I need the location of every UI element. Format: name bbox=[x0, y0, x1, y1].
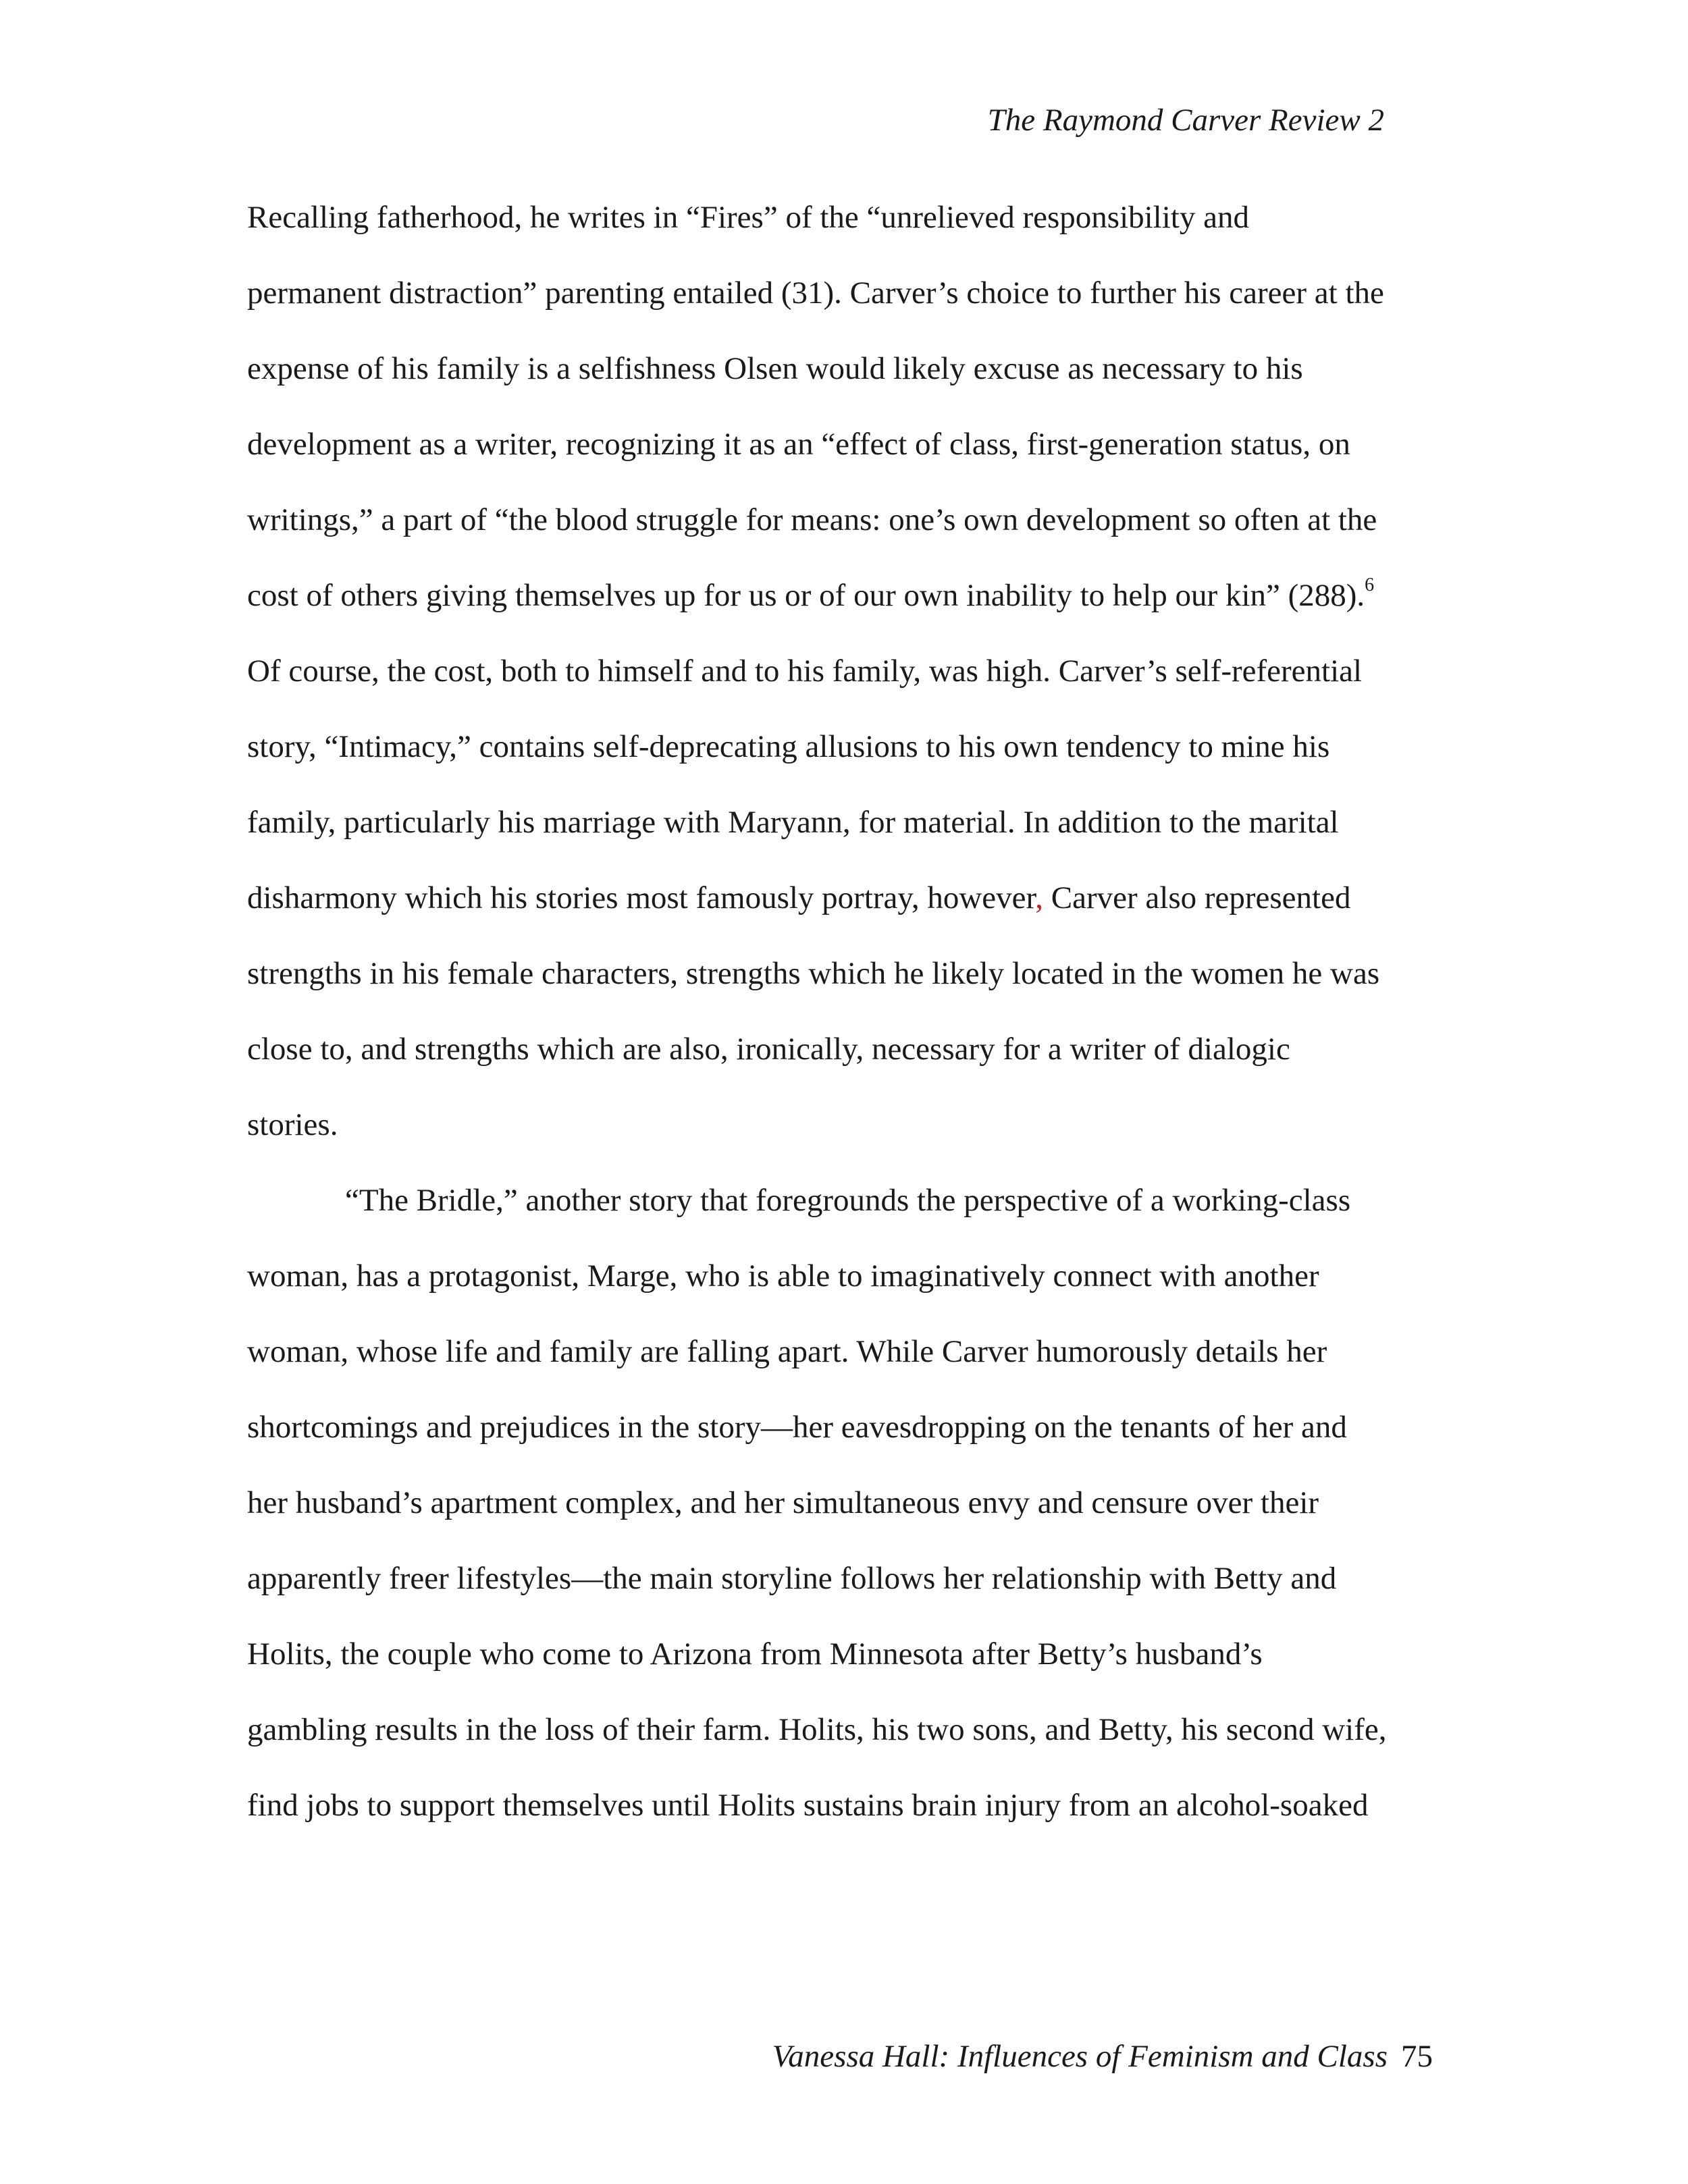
text-line: shortcomings and prejudices in the story—her eavesdropping on the tenants of her and bbox=[247, 1410, 1347, 1445]
text-line: Of course, the cost, both to himself and to his family, was high. Carver’s self-referential bbox=[247, 654, 1363, 689]
body-text bbox=[247, 197, 1456, 1861]
text-line: Recalling fatherhood, he writes in “Fires” of the “unrelieved responsibility and bbox=[247, 200, 1249, 235]
running-header: The Raymond Carver Review 2 bbox=[987, 103, 1384, 138]
text-line: expense of his family is a selfishness Olsen would likely excuse as necessary to his bbox=[247, 351, 1303, 386]
text-line: gambling results in the loss of their farm. Holits, his two sons, and Betty, his second wife, bbox=[247, 1712, 1387, 1747]
text-line: her husband’s apartment complex, and her simultaneous envy and censure over their bbox=[247, 1485, 1319, 1520]
text-line bbox=[247, 878, 1456, 953]
paragraph-first-line: “The Bridle,” another story that foregrounds the perspective of a working-class bbox=[345, 1183, 1351, 1218]
text-line bbox=[247, 575, 1456, 651]
text-line: story, “Intimacy,” contains self-deprecating allusions to his own tendency to mine his bbox=[247, 729, 1330, 764]
footnote-reference[interactable]: 6 bbox=[1365, 575, 1375, 595]
text-line: find jobs to support themselves until Holits sustains brain injury from an alcohol-soaked bbox=[247, 1788, 1369, 1823]
edit-mark-comma: , bbox=[1035, 880, 1044, 915]
text-line-content: Carver also represented bbox=[1043, 880, 1351, 915]
text-line: Holits, the couple who come to Arizona from Minnesota after Betty’s husband’s bbox=[247, 1636, 1263, 1672]
text-line: stories. bbox=[247, 1107, 338, 1142]
text-line: writings,” a part of “the blood struggle for means: one’s own development so often at the bbox=[247, 502, 1377, 537]
text-line: apparently freer lifestyles—the main storyline follows her relationship with Betty and bbox=[247, 1561, 1337, 1596]
page-number: 75 bbox=[1401, 2039, 1433, 2074]
text-line: close to, and strengths which are also, ironically, necessary for a writer of dialogic bbox=[247, 1032, 1290, 1067]
text-line-content: disharmony which his stories most famously portray, however bbox=[247, 880, 1036, 915]
footer-article-title: Vanessa Hall: Influences of Feminism and Class bbox=[772, 2039, 1388, 2074]
text-line: woman, whose life and family are falling apart. While Carver humorously details her bbox=[247, 1334, 1327, 1369]
running-footer bbox=[0, 2036, 1433, 2077]
text-line: strengths in his female characters, strengths which he likely located in the women he was bbox=[247, 956, 1380, 991]
text-line: woman, has a protagonist, Marge, who is able to imaginatively connect with another bbox=[247, 1258, 1319, 1294]
text-line-content: cost of others giving themselves up for us or of our own inability to help our kin” (288). bbox=[247, 578, 1365, 613]
text-line: development as a writer, recognizing it as an “effect of class, first-generation status, on bbox=[247, 427, 1350, 462]
text-line: permanent distraction” parenting entailed (31). Carver’s choice to further his career at the bbox=[247, 275, 1384, 311]
text-line: family, particularly his marriage with Maryann, for material. In addition to the marital bbox=[247, 805, 1339, 840]
